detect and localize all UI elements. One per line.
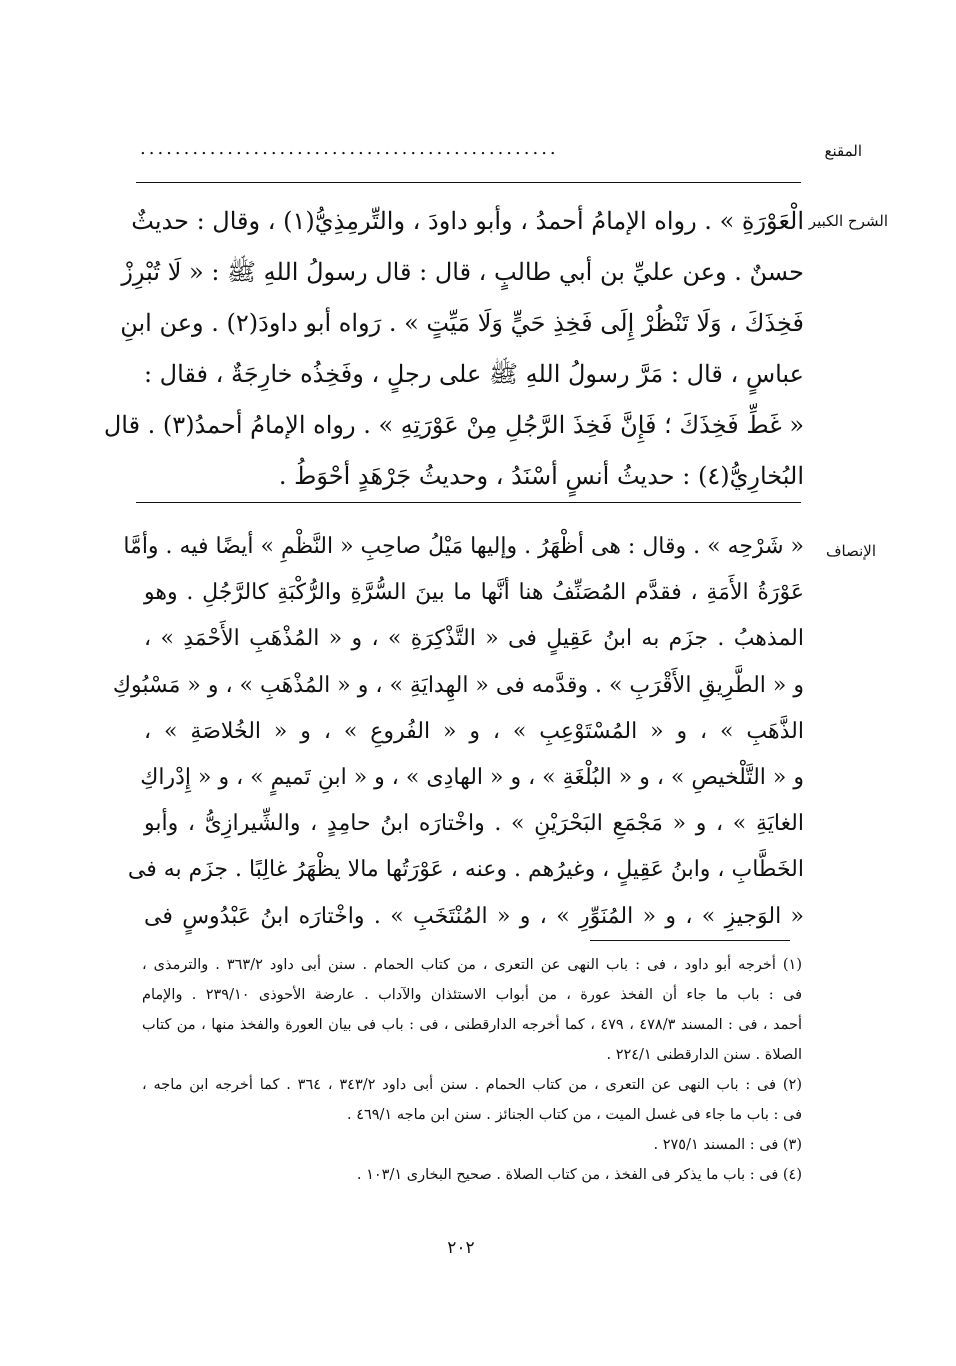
insaf-line: الذَّهَبِ » ، و « المُسْتَوْعِبِ » ، و « الفُروعِ » ، و « الخُلاصَةِ » ، [144, 718, 804, 744]
insaf-line: « الوَجيزِ » ، و « المُنَوِّرِ » ، و « المُنْتَخَبِ » . واخْتارَه ابنُ عَبْدُوسٍ فى [144, 903, 804, 929]
footnotes-block [142, 950, 802, 1190]
sharh-line: الْعَوْرَةِ » . رواه الإمامُ أحمدُ ، وأبو داودَ ، والتِّرمِذِيُّ(١) ، وقال : حديثٌ [131, 207, 804, 235]
section-label-sharh: الشرح الكبير [808, 212, 888, 230]
sharh-line: فَخِذَكَ ، وَلَا تَنْظُرْ إِلَى فَخِذِ حَيٍّ وَلَا مَيِّتٍ » . رَواه أبو داودَ(٢) . وعن ابنِ [120, 309, 804, 337]
header-book-title: المقنع [824, 142, 862, 160]
insaf-line: و « الطَّرِيقِ الأَقْرَبِ » . وقدَّمه فى « الهِدايَةِ » ، و « المُذْهَبِ » ، و « مَسْبُوكِ [112, 672, 804, 698]
footnote-line: (١) أخرجه أبو داود ، فى : باب النهى عن التعرى ، من كتاب الحمام . سنن أبى داود ٣٦٣/٢ . والترمذى ، [142, 957, 803, 973]
sharh-line: حسنٌ . وعن عليِّ بن أبي طالبٍ ، قال : قال رسولُ اللهِ ﷺ : « لَا تُبْرِزْ [121, 258, 804, 286]
footnote-line: (٤) فى : باب ما يذكر فى الفخذ ، من كتاب الصلاة . صحيح البخارى ١٠٣/١ . [356, 1167, 802, 1183]
sharh-line: عباسٍ ، قال : مَرَّ رسولُ اللهِ ﷺ على رجلٍ ، وفَخِذُه خارِجَةٌ ، فقال : [143, 360, 804, 388]
page-number: ٢٠٢ [447, 1238, 475, 1258]
footnote-line: أحمد ، فى : المسند ٤٧٨/٣ ، ٤٧٩ ، كما أخرجه الدارقطنى ، فى : باب فى بيان العورة والفخذ منها ، من كتاب [142, 1017, 802, 1033]
sharh-line: « غَطِّ فَخِذَكَ ؛ فَإِنَّ فَخِذَ الرَّجُلِ مِنْ عَوْرَتِهِ » . رواه الإمامُ أحمدُ(٣) . قال [103, 411, 804, 439]
footnote-line: الصلاة . سنن الدارقطنى ٢٢٤/١ . [606, 1047, 802, 1063]
top-divider [136, 182, 801, 183]
sharh-text-block [103, 196, 804, 502]
footnote-line: (٣) فى : المسند ٢٧٥/١ . [653, 1137, 802, 1153]
insaf-text-block [112, 524, 804, 940]
section-label-insaf: الإنصاف [825, 542, 876, 560]
insaf-line: الخَطَّابِ ، وابنُ عَقِيلٍ ، وغيرُهم . وعنه ، عَوْرَتُها مالا يظْهَرُ غالِبًا . جزَم به فى [127, 857, 804, 883]
sharh-line: البُخارِيُّ(٤) : حديثُ أنسٍ أسْنَدُ ، وحديثُ جَرْهَدٍ أحْوَطُ . [278, 462, 804, 490]
footnote-line: فى : باب ما جاء أن الفخذ عورة ، من أبواب الاستئذان والآداب . عارضة الأحوذى ٢٣٩/١٠ . والإمام [142, 987, 803, 1003]
header-dotted-leader: ................................................ [140, 138, 559, 159]
insaf-line: الغايَةِ » ، و « مَجْمَعِ البَحْرَيْنِ » . واخْتارَه ابنُ حامِدٍ ، والشِّيرازِىُّ ، وأبو [144, 811, 804, 837]
insaf-line: « شَرْحِه » . وقال : هى أظْهَرُ . وإليها مَيْلُ صاحِبِ « النَّظْمِ » أيضًا فيه . وأمَّا [123, 534, 804, 559]
footnote-line: فى : باب ما جاء فى غسل الميت ، من كتاب الجنائز . سنن ابن ماجه ٤٦٩/١ . [346, 1107, 802, 1123]
insaf-line: عَوْرَةُ الأَمَةِ ، فقدَّم المُصَنِّفُ هنا أنَّها ما بينَ السُّرَّةِ والرُّكْبَةِ كالرَّجُلِ . وهو [144, 580, 804, 606]
section-divider [136, 502, 801, 503]
insaf-line: المذهبُ . جزَم به ابنُ عَقِيلٍ فى « التَّذْكِرَةِ » ، و « المُذْهَبِ الأَحْمَدِ » ، [144, 626, 804, 652]
insaf-line: و « التَّلْخيصِ » ، و « البُلْغَةِ » ، و « الهادِى » ، و « ابنِ تَميمٍ » ، و « إِدْراكِ [140, 765, 804, 791]
footnote-line: (٢) فى : باب النهى عن التعرى ، من كتاب الحمام . سنن أبى داود ٣٤٣/٢ ، ٣٦٤ . كما أخرجه ابن ماجه ، [142, 1077, 802, 1093]
footnote-divider [590, 940, 790, 941]
